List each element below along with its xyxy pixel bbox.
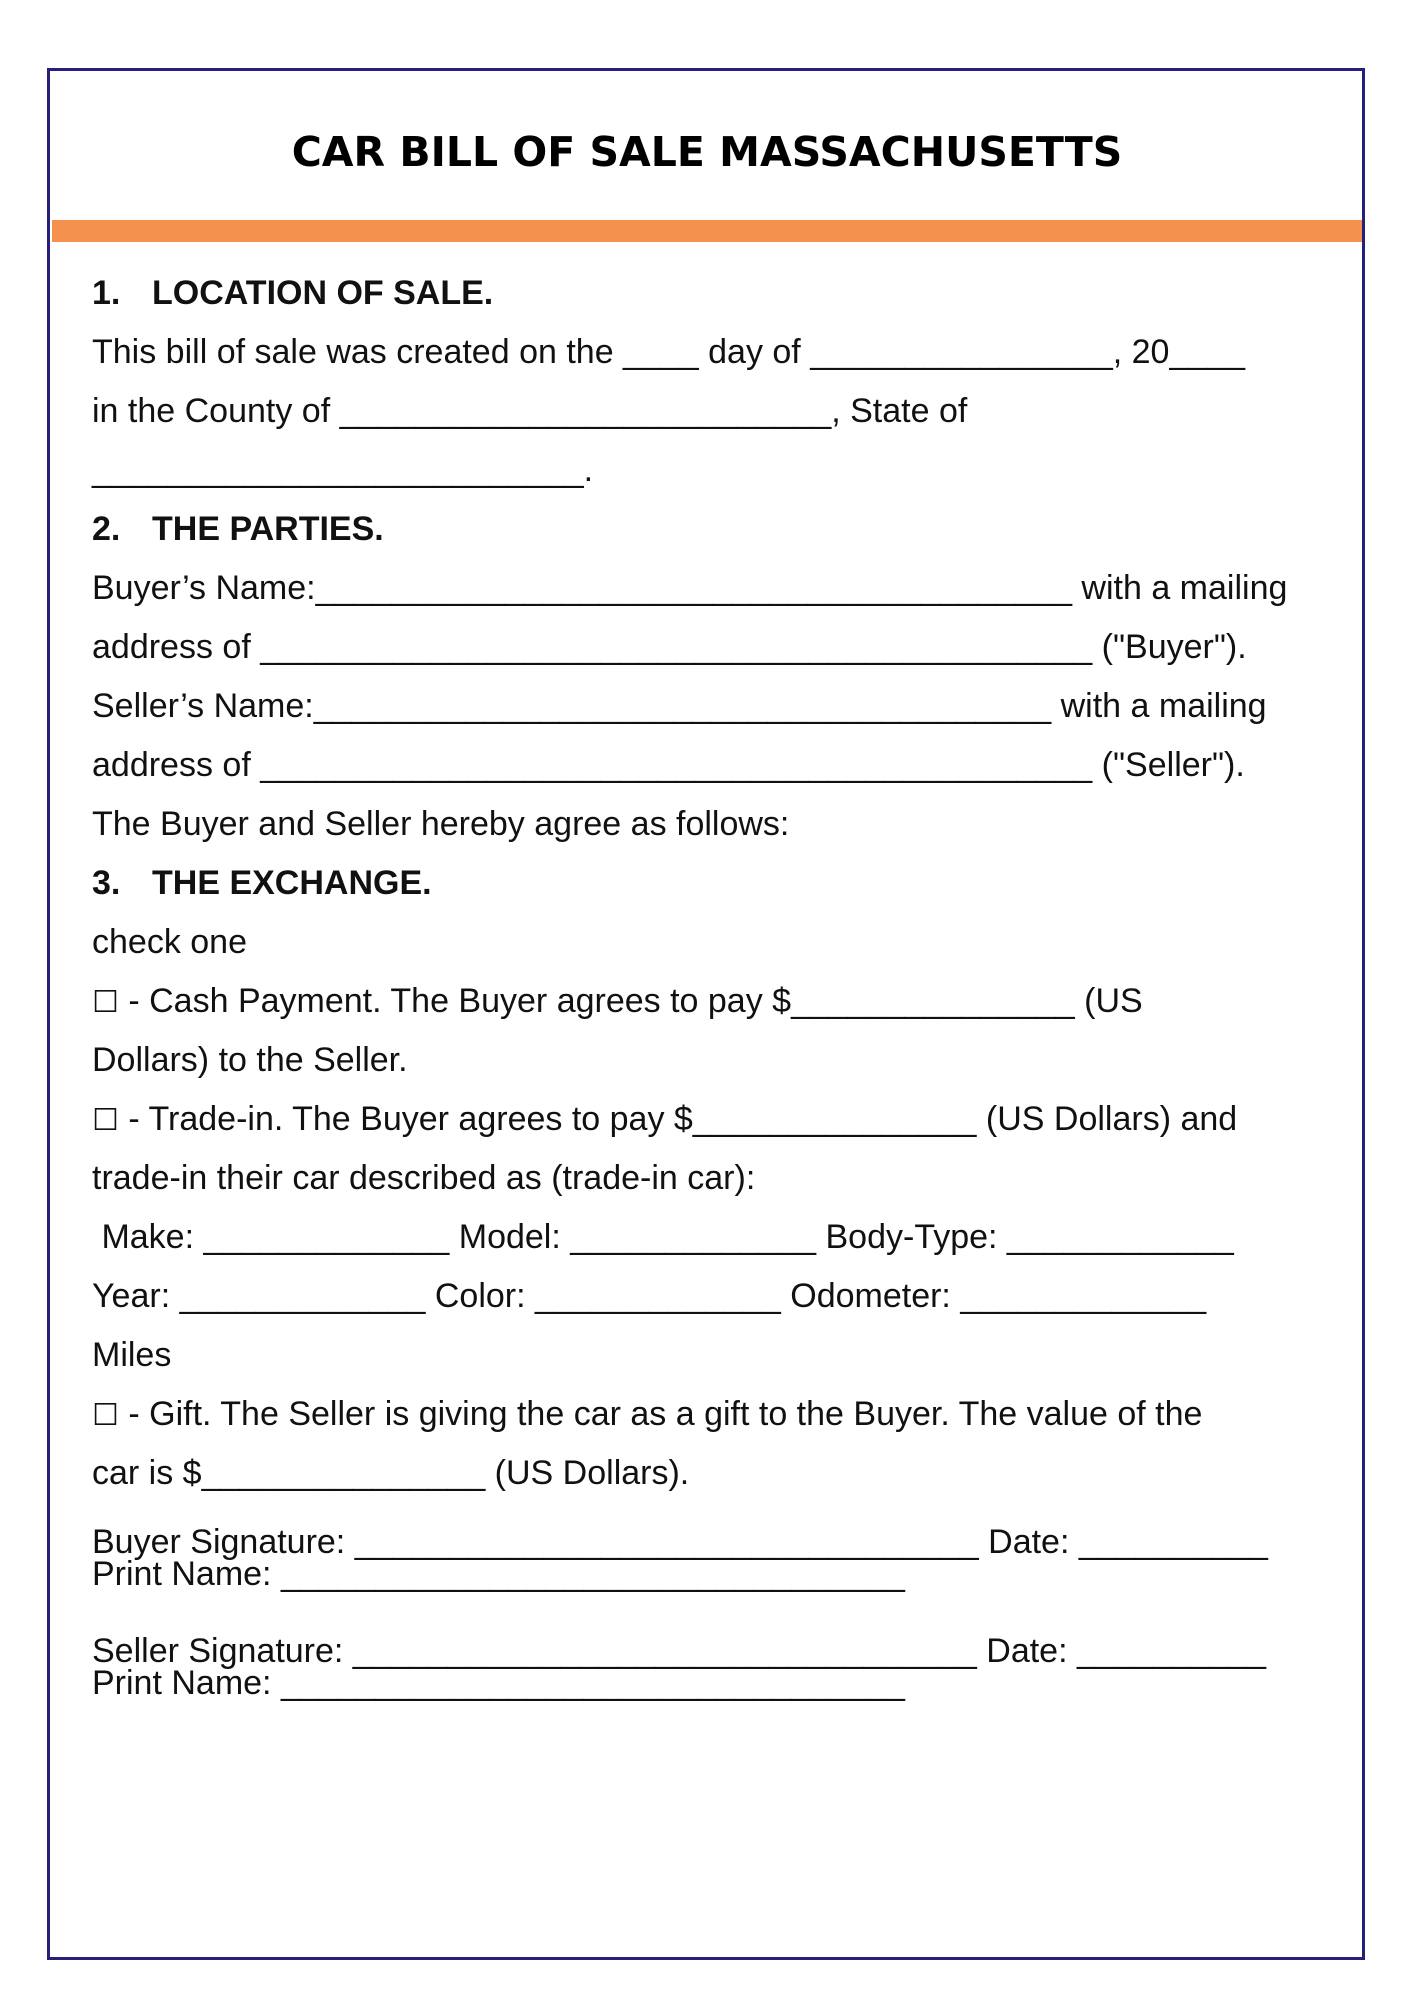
odometer-unit-line: Miles bbox=[92, 1336, 172, 1374]
buyer-signature-line: Buyer Signature: _________________________________ Date: __________ bbox=[92, 1523, 1268, 1561]
buyer-address-line: address of ____________________________________________ ("Buyer"). bbox=[92, 628, 1247, 666]
document-title: CAR BILL OF SALE MASSACHUSETTS bbox=[291, 128, 1123, 176]
seller-address-line: address of ____________________________________________ ("Seller"). bbox=[92, 746, 1245, 784]
trade-in-line-cont: trade-in their car described as (trade-in car): bbox=[92, 1159, 756, 1197]
check-one-line: check one bbox=[92, 923, 247, 961]
gift-line: ☐ - Gift. The Seller is giving the car as a gift to the Buyer. The value of the bbox=[92, 1395, 1203, 1433]
gift-value-line: car is $_______________ (US Dollars). bbox=[92, 1454, 690, 1492]
buyer-name-line: Buyer’s Name:________________________________________ with a mailing bbox=[92, 569, 1288, 607]
location-state-line: __________________________. bbox=[92, 451, 594, 489]
location-date-line: This bill of sale was created on the ____ day of ________________, 20____ bbox=[92, 333, 1246, 371]
cash-payment-line: ☐ - Cash Payment. The Buyer agrees to pay $_______________ (US bbox=[92, 982, 1143, 1020]
section-heading-parties: 2. THE PARTIES. bbox=[92, 510, 384, 548]
section-heading-location: 1. LOCATION OF SALE. bbox=[92, 274, 494, 312]
cash-payment-line-cont: Dollars) to the Seller. bbox=[92, 1041, 408, 1079]
checkbox-icon: ☐ bbox=[92, 985, 119, 1020]
trade-in-year-line: Year: _____________ Color: _____________ Odometer: _____________ bbox=[92, 1277, 1207, 1315]
seller-print-name-line: Print Name: _________________________________ bbox=[92, 1664, 905, 1702]
seller-name-line: Seller’s Name:_______________________________________ with a mailing bbox=[92, 687, 1267, 725]
section-heading-exchange: 3. THE EXCHANGE. bbox=[92, 864, 432, 902]
agreement-line: The Buyer and Seller hereby agree as follows: bbox=[92, 805, 790, 843]
seller-signature-line: Seller Signature: _________________________________ Date: __________ bbox=[92, 1632, 1267, 1670]
trade-in-make-line: Make: _____________ Model: _____________ Body-Type: ____________ bbox=[92, 1218, 1234, 1256]
trade-in-line: ☐ - Trade-in. The Buyer agrees to pay $_______________ (US Dollars) and bbox=[92, 1100, 1238, 1138]
document-body bbox=[92, 264, 1342, 1702]
title-underline-bar bbox=[52, 220, 1362, 242]
location-county-line: in the County of __________________________, State of bbox=[92, 392, 968, 430]
buyer-print-name-line: Print Name: _________________________________ bbox=[92, 1555, 905, 1593]
checkbox-icon: ☐ bbox=[92, 1398, 119, 1433]
checkbox-icon: ☐ bbox=[92, 1103, 119, 1138]
